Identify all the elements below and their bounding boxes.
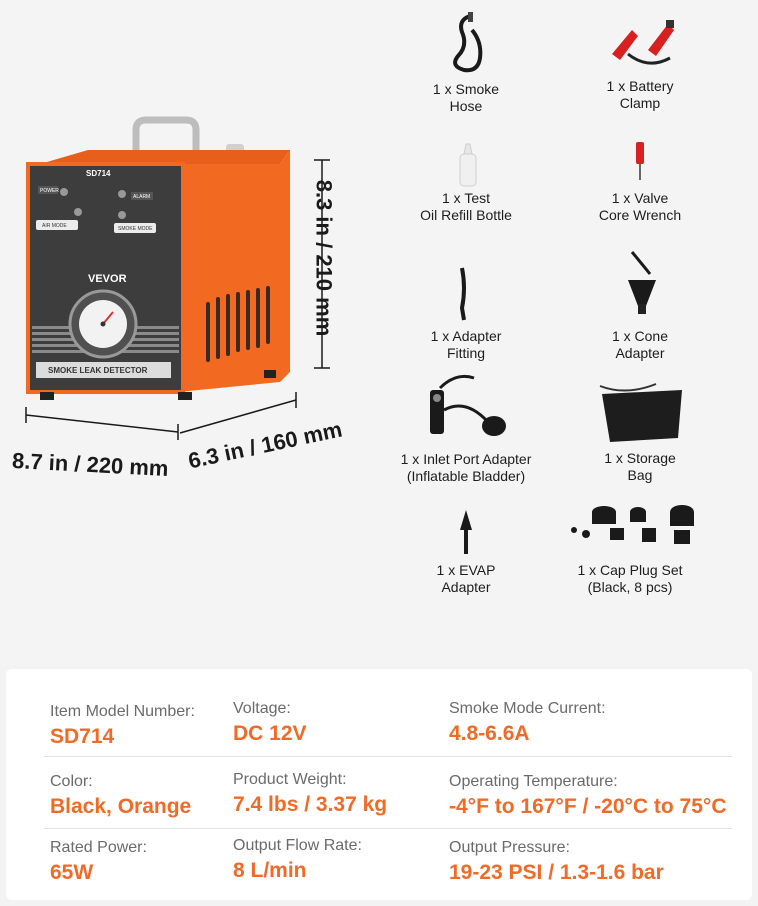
spec-value: DC 12V: [233, 722, 307, 745]
spec-label: Rated Power:: [50, 839, 147, 856]
spec-value: SD714: [50, 725, 115, 748]
spec-label: Item Model Number:: [50, 703, 195, 720]
adapter-fitting-icon: [452, 264, 476, 324]
cap-plug-set-icon: [566, 502, 696, 550]
accessory-smoke-hose: 1 x Smoke Hose: [432, 81, 500, 114]
spec-value: 65W: [50, 861, 94, 884]
spec-value: -4°F to 167°F / -20°C to 75°C: [449, 795, 727, 818]
width-dimension: 8.7 in / 220 mm: [11, 447, 170, 482]
spec-label: Operating Temperature:: [449, 773, 618, 790]
model-plate: SD714: [86, 169, 111, 178]
device-front-label: SMOKE LEAK DETECTOR: [48, 366, 148, 375]
height-dimension: 8.3 in / 210 mm: [311, 179, 337, 337]
brand-logo: VEVOR: [88, 273, 127, 285]
spec-label: Output Pressure:: [449, 839, 570, 856]
accessory-cone-adapter: 1 x Cone Adapter: [611, 328, 669, 361]
accessory-battery-clamp: 1 x Battery Clamp: [606, 78, 674, 111]
specifications-panel: [6, 669, 752, 900]
valve-core-wrench-icon: [628, 138, 652, 184]
accessory-storage-bag: 1 x Storage Bag: [604, 450, 676, 483]
evap-adapter-icon: [454, 508, 478, 558]
svg-text:POWER: POWER: [40, 188, 59, 194]
spec-label: Product Weight:: [233, 771, 347, 788]
row-divider: [44, 828, 732, 829]
depth-dimension: 6.3 in / 160 mm: [186, 416, 345, 474]
accessory-inlet-port-adapter: 1 x Inlet Port Adapter (Inflatable Bladder): [400, 451, 532, 484]
accessory-adapter-fitting: 1 x Adapter Fitting: [430, 328, 502, 361]
cone-adapter-icon: [620, 250, 664, 316]
svg-text:AIR MODE: AIR MODE: [42, 223, 67, 229]
spec-label: Output Flow Rate:: [233, 837, 362, 854]
storage-bag-icon: [596, 380, 688, 444]
inlet-port-adapter-icon: [426, 370, 512, 442]
spec-value: 7.4 lbs / 3.37 kg: [233, 793, 388, 816]
row-divider: [44, 756, 732, 757]
spec-value: 8 L/min: [233, 859, 307, 882]
accessory-oil-bottle: 1 x Test Oil Refill Bottle: [420, 190, 512, 223]
oil-bottle-icon: [450, 140, 486, 190]
spec-value: Black, Orange: [50, 795, 192, 818]
spec-label: Color:: [50, 773, 93, 790]
spec-value: 19-23 PSI / 1.3-1.6 bar: [449, 861, 664, 884]
spec-label: Voltage:: [233, 700, 291, 717]
battery-clamp-icon: [608, 14, 680, 70]
smoke-hose-icon: [440, 10, 500, 74]
accessory-evap-adapter: 1 x EVAP Adapter: [436, 562, 496, 595]
svg-text:ALARM: ALARM: [133, 194, 151, 200]
spec-value: 4.8-6.6A: [449, 722, 530, 745]
accessory-cap-plug-set: 1 x Cap Plug Set (Black, 8 pcs): [577, 562, 683, 595]
spec-label: Smoke Mode Current:: [449, 700, 606, 717]
accessory-valve-core-wrench: 1 x Valve Core Wrench: [598, 190, 682, 223]
svg-text:SMOKE MODE: SMOKE MODE: [118, 226, 153, 232]
